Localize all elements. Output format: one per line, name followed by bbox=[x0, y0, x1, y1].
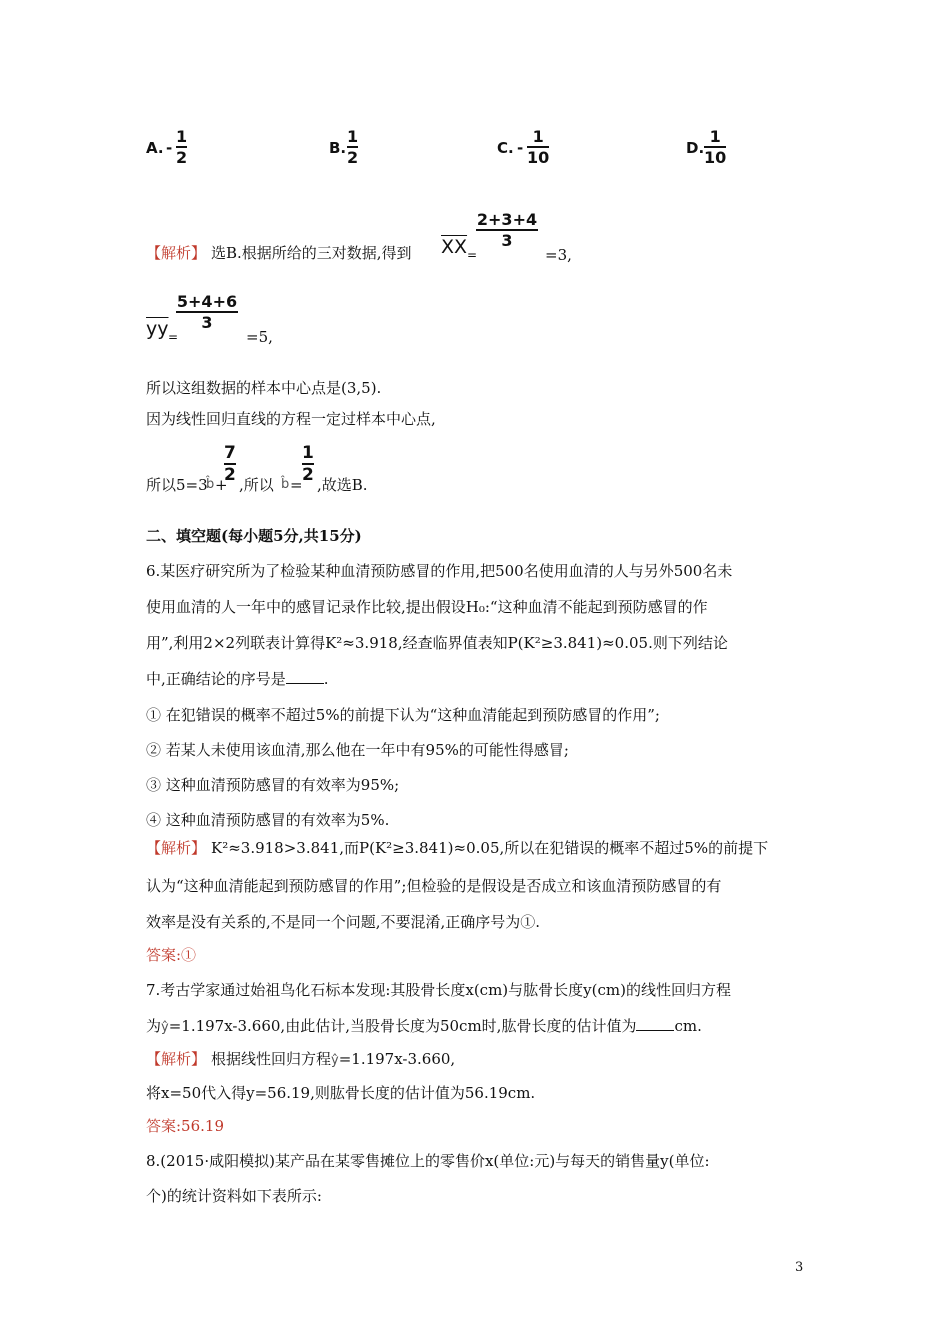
analysis-text-part: 根据线性回归方程 bbox=[211, 1050, 332, 1068]
y-mean-fraction bbox=[176, 292, 238, 332]
question-6-line: 6.某医疗研究所为了检验某种血清预防感冒的作用,把500名使用血清的人与另外500名未 bbox=[146, 562, 733, 580]
seven-half-fraction bbox=[224, 443, 236, 485]
question-7-line bbox=[146, 1016, 702, 1038]
one-half-fraction bbox=[302, 443, 314, 485]
fraction-denominator: 10 bbox=[704, 147, 727, 167]
fraction-denominator: 2 bbox=[347, 147, 359, 167]
analysis-line: ,故选B. bbox=[317, 476, 368, 494]
fraction-denominator: 10 bbox=[527, 147, 550, 167]
fraction-numerator: 1 bbox=[302, 443, 314, 463]
question-6-option: ① 在犯错误的概率不超过5%的前提下认为“这种血清能起到预防感冒的作用”; bbox=[146, 706, 660, 724]
analysis-tag: 【解析】 bbox=[146, 1050, 207, 1068]
fraction-numerator: 5+4+6 bbox=[176, 292, 238, 311]
b-hat-icon: b̂ bbox=[206, 477, 215, 492]
analysis-text-part: =1.197x-3.660, bbox=[338, 1050, 456, 1068]
fraction-denominator: 2 bbox=[224, 464, 236, 485]
analysis-line: 因为线性回归直线的方程一定过样本中心点, bbox=[146, 410, 436, 428]
fraction-numerator: 1 bbox=[176, 127, 188, 146]
question-6-line bbox=[146, 669, 329, 689]
option-b-fraction bbox=[347, 127, 358, 167]
plus-sign: + bbox=[215, 476, 228, 494]
option-a-label: A. bbox=[146, 139, 164, 157]
option-c-sign: - bbox=[517, 139, 524, 157]
analysis-text: K²≈3.918>3.841,而P(K²≥3.841)≈0.05,所以在犯错误的概率不超过5%的前提下 bbox=[211, 839, 769, 857]
question-7-line: 7.考古学家通过始祖鸟化石标本发现:其股骨长度x(cm)与肱骨长度y(cm)的线性回归方程 bbox=[146, 981, 731, 999]
option-a-sign: - bbox=[166, 139, 173, 157]
fraction-numerator: 7 bbox=[224, 443, 236, 463]
question-6-line: 用”,利用2×2列联表计算得K²≈3.918,经查临界值表知P(K²≥3.841)≈0.05.则下列结论 bbox=[146, 634, 728, 652]
analysis-tag: 【解析】 bbox=[146, 244, 207, 262]
fraction-numerator: 2+3+4 bbox=[476, 210, 538, 229]
analysis-text: 效率是没有关系的,不是同一个问题,不要混淆,正确序号为①. bbox=[146, 913, 541, 931]
question-6-line: 使用血清的人一年中的感冒记录作比较,提出假设H₀:“这种血清不能起到预防感冒的作 bbox=[146, 598, 708, 616]
option-d-fraction bbox=[704, 127, 726, 167]
y-mean-result: =5, bbox=[246, 328, 273, 346]
analysis-line: ,所以 bbox=[239, 476, 274, 494]
question-text-end: cm. bbox=[674, 1017, 702, 1035]
x-mean-fraction bbox=[476, 210, 538, 250]
option-c-fraction bbox=[527, 127, 549, 167]
option-c-label: C. bbox=[497, 139, 514, 157]
equals-sign: = bbox=[290, 476, 303, 494]
question-6-option: ③ 这种血清预防感冒的有效率为95%; bbox=[146, 776, 400, 794]
analysis-text bbox=[211, 1049, 455, 1071]
answer-blank bbox=[286, 669, 324, 684]
analysis-text: 选B.根据所给的三对数据,得到 bbox=[211, 244, 412, 262]
x-bar-symbol: $\overline{XX}$ bbox=[441, 236, 468, 258]
y-hat-icon: ŷ bbox=[331, 1053, 339, 1068]
b-hat-icon: b̂ bbox=[281, 477, 290, 492]
question-text: 为 bbox=[146, 1017, 162, 1035]
answer-blank bbox=[636, 1016, 674, 1031]
equals-sign: = bbox=[467, 248, 478, 262]
equals-sign: = bbox=[168, 330, 179, 344]
section-title: 二、填空题(每小题5分,共15分) bbox=[146, 527, 362, 545]
page-number: 3 bbox=[795, 1260, 804, 1275]
analysis-tag: 【解析】 bbox=[146, 839, 207, 857]
answer-text: 答案:56.19 bbox=[146, 1117, 224, 1135]
question-6-option: ② 若某人未使用该血清,那么他在一年中有95%的可能性得感冒; bbox=[146, 741, 569, 759]
analysis-line: 所以5=3 bbox=[146, 476, 208, 494]
question-text: =1.197x-3.660,由此估计,当股骨长度为50cm时,肱骨长度的估计值为 bbox=[168, 1017, 637, 1035]
option-a-fraction bbox=[176, 127, 187, 167]
analysis-text: 将x=50代入得y=56.19,则肱骨长度的估计值为56.19cm. bbox=[146, 1084, 536, 1102]
x-mean-result: =3, bbox=[545, 246, 572, 264]
question-text: 中,正确结论的序号是 bbox=[146, 670, 286, 688]
analysis-line: 所以这组数据的样本中心点是(3,5). bbox=[146, 379, 382, 397]
fraction-numerator: 1 bbox=[532, 127, 544, 146]
fraction-denominator: 2 bbox=[302, 464, 314, 485]
question-8-line: 个)的统计资料如下表所示: bbox=[146, 1187, 322, 1205]
answer-text: 答案:① bbox=[146, 946, 197, 964]
option-b-label: B. bbox=[329, 139, 347, 157]
question-6-option: ④ 这种血清预防感冒的有效率为5%. bbox=[146, 811, 390, 829]
question-8-line: 8.(2015·咸阳模拟)某产品在某零售摊位上的零售价x(单位:元)与每天的销售量y(单位: bbox=[146, 1152, 710, 1170]
y-bar-symbol: $\overline{yy}$ bbox=[146, 318, 169, 340]
fraction-numerator: 1 bbox=[347, 127, 359, 146]
fraction-denominator: 3 bbox=[501, 230, 513, 250]
option-d-label: D. bbox=[686, 139, 705, 157]
fraction-denominator: 3 bbox=[201, 312, 213, 332]
fraction-denominator: 2 bbox=[176, 147, 188, 167]
analysis-text: 认为“这种血清能起到预防感冒的作用”;但检验的是假设是否成立和该血清预防感冒的有 bbox=[146, 877, 722, 895]
y-hat-icon: ŷ bbox=[161, 1020, 169, 1035]
question-text-end: . bbox=[323, 670, 329, 688]
fraction-numerator: 1 bbox=[709, 127, 721, 146]
